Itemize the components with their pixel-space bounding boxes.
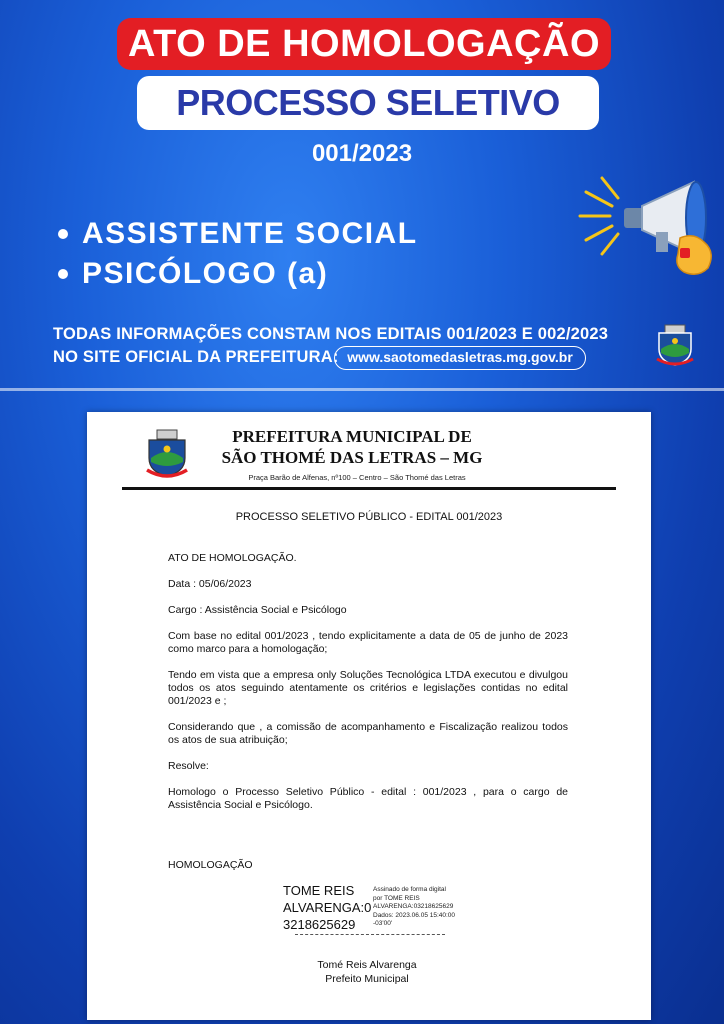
header-rule bbox=[122, 487, 616, 490]
signature-detail-line: -03'00' bbox=[373, 920, 393, 927]
signature-detail-line: por TOME REIS bbox=[373, 894, 420, 902]
homologation-document bbox=[87, 412, 651, 1020]
paragraph: Considerando que , a comissão de acompanhamento e Fiscalização realizou todos os atos de sua atribuição; bbox=[168, 721, 568, 746]
document-body bbox=[168, 552, 568, 825]
role-label: PSICÓLOGO (a) bbox=[82, 257, 329, 290]
paragraph: Homologo o Processo Seletivo Público - edital : 001/2023 , para o cargo de Assistência Social e Psicólogo. bbox=[168, 786, 568, 811]
paragraph: Tendo em vista que a empresa only Soluções Tecnológica LTDA executou e divulgou todos os atos seguindo atentamente os critérios e legislações contidas no edital 001/2023 e ; bbox=[168, 669, 568, 707]
paragraph: Com base no edital 001/2023 , tendo explicitamente a data de 05 de junho de 2023 como marco para a homologação; bbox=[168, 630, 568, 655]
subtitle-banner: PROCESSO SELETIVO bbox=[137, 76, 599, 130]
role-item bbox=[58, 214, 418, 254]
website-link[interactable]: www.saotomedasletras.mg.gov.br bbox=[334, 346, 586, 370]
signer-role: Prefeito Municipal bbox=[325, 973, 409, 985]
roles-list bbox=[58, 214, 418, 294]
bullet-icon bbox=[58, 229, 68, 239]
paragraph: Data : 05/06/2023 bbox=[168, 578, 252, 590]
paragraph: Cargo : Assistência Social e Psicólogo bbox=[168, 604, 347, 616]
role-item bbox=[58, 254, 418, 294]
document-subtitle: PROCESSO SELETIVO PÚBLICO - EDITAL 001/2023 bbox=[235, 511, 503, 523]
heading-line2: SÃO THOMÉ DAS LETRAS – MG bbox=[221, 448, 483, 467]
signer-block bbox=[277, 958, 457, 986]
megaphone-icon bbox=[576, 172, 724, 282]
info-text-line1: TODAS INFORMAÇÕES CONSTAM NOS EDITAIS 001/2023 E 002/2023 bbox=[53, 325, 609, 343]
role-label: ASSISTENTE SOCIAL bbox=[82, 217, 418, 250]
digital-signature-name bbox=[283, 882, 379, 933]
signature-detail-line: Dados: 2023.06.05 15:40:00 bbox=[373, 911, 456, 919]
signature-detail-line: ALVARENGA:03218625629 bbox=[373, 903, 454, 910]
poster-header bbox=[0, 0, 724, 392]
signer-name: Tomé Reis Alvarenga bbox=[317, 959, 417, 971]
signature-name-line: ALVARENGA:0 bbox=[283, 900, 372, 915]
edital-number: 001/2023 bbox=[311, 140, 413, 167]
municipal-crest bbox=[145, 428, 189, 480]
paragraph: Resolve: bbox=[168, 760, 209, 772]
document-address: Praça Barão de Alfenas, nº100 – Centro – São Thomé das Letras bbox=[248, 473, 466, 482]
homologation-label: HOMOLOGAÇÃO bbox=[168, 859, 253, 871]
signature-detail-line: Assinado de forma digital bbox=[373, 886, 446, 893]
info-text-line2: NO SITE OFICIAL DA PREFEITURA: bbox=[53, 348, 339, 366]
section-divider bbox=[0, 388, 724, 391]
signature-line bbox=[295, 934, 445, 935]
document-heading bbox=[197, 426, 507, 468]
digital-signature-details bbox=[373, 886, 483, 929]
paragraph: ATO DE HOMOLOGAÇÃO. bbox=[168, 552, 297, 564]
bullet-icon bbox=[58, 269, 68, 279]
signature-name-line: 3218625629 bbox=[283, 917, 356, 932]
signature-name-line: TOME REIS bbox=[283, 883, 355, 898]
title-banner: ATO DE HOMOLOGAÇÃO bbox=[117, 18, 611, 70]
heading-line1: PREFEITURA MUNICIPAL DE bbox=[232, 427, 472, 446]
municipal-crest bbox=[655, 323, 695, 367]
